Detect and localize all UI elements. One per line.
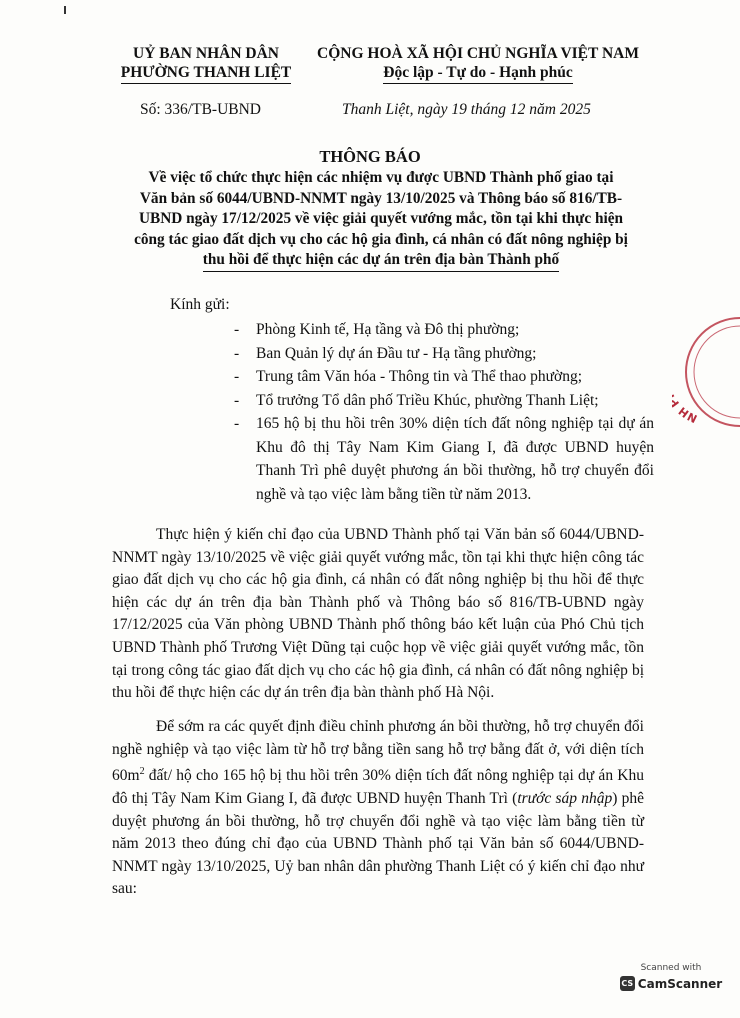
body-paragraph-2 — [112, 716, 644, 901]
recipient-item: - Tổ trưởng Tổ dân phố Triều Khúc, phường Thanh Liệt; — [234, 389, 654, 413]
recipient-item: - Ban Quản lý dự án Đầu tư - Hạ tầng phường; — [234, 342, 654, 366]
recipient-item: - Trung tâm Văn hóa - Thông tin và Thể thao phường; — [234, 365, 654, 389]
camscanner-name: CamScanner — [637, 976, 723, 991]
recipient-item: - 165 hộ bị thu hồi trên 30% diện tích đất nông nghiệp tại dự án Khu đô thị Tây Nam Kim Giang I, đã được UBND huyện Thanh Trì phê duyệt phương án bồi thường, hỗ trợ chuyển đổi nghề và tạo việc làm bằng tiền từ năm 2013. — [234, 412, 654, 506]
body-paragraph-1: Thực hiện ý kiến chỉ đạo của UBND Thành phố tại Văn bản số 6044/UBND-NNMT ngày 13/10/2025 về việc giải quyết vướng mắc, tồn tại khi thực hiện công tác giao đất dịch vụ cho các hộ gia đình, cá nhân có đất nông nghiệp bị thu hồi để thực hiện các dự án trên địa bàn Thành phố và Thông báo số 816/TB-UBND ngày 17/12/2025 của Văn phòng UBND Thành phố thông báo kết luận của Phó Chủ tịch UBND Thành phố Trương Việt Dũng tại cuộc họp về việc giải quyết vướng mắc, tồn tại trong công tác giao đất dịch vụ cho các hộ gia đình, cá nhân có đất nông nghiệp bị thu hồi để thực hiện các dự án trên địa bàn thành phố Hà Nội. — [112, 526, 644, 702]
paragraph-text: đất/ hộ cho 165 hộ bị thu hồi trên 30% diện tích đất nông nghiệp tại dự án Khu đô thị Tây Nam Kim Giang I, đã được UBND huyện Thanh Trì ( — [112, 767, 644, 807]
subject-line: công tác giao đất dịch vụ cho các hộ gia đình, cá nhân có đất nông nghiệp bị — [134, 230, 628, 248]
seal-icon — [672, 316, 740, 436]
camscanner-watermark — [618, 962, 724, 1002]
scan-mark — [64, 6, 66, 14]
subject-line: Văn bản số 6044/UBND-NNMT ngày 13/10/2025 và Thông báo số 816/TB- — [139, 189, 623, 207]
camscanner-logo-icon: CS — [620, 976, 635, 991]
document-title: THÔNG BÁO — [319, 147, 421, 166]
motto: Độc lập - Tự do - Hạnh phúc — [383, 63, 572, 84]
authority-line-1: UỶ BAN NHÂN DÂN — [133, 45, 279, 62]
superscript: 2 — [139, 766, 145, 778]
recipient-list — [234, 318, 654, 506]
paragraph-text: ) phê duyệt phương án bồi thường, hỗ trợ chuyển đổi nghề và tạo việc làm bằng tiền từ năm 2013 theo đúng chỉ đạo của UBND Thành phố tại Văn bản số 6044/UBND-NNMT ngày 13/10/2025, Uỷ ban nhân dân phường Thanh Liệt có ý kiến chỉ đạo như sau: — [112, 789, 644, 898]
recipient-item: - Phòng Kinh tế, Hạ tầng và Đô thị phường; — [234, 318, 654, 342]
authority-line-2: PHƯỜNG THANH LIỆT — [121, 63, 292, 84]
paragraph-text: Để sớm ra các quyết định điều chỉnh phương án bồi thường, hỗ trợ chuyển đổi nghề nghiệp và tạo việc làm từ hỗ trợ bằng tiền sang hỗ trợ bằng đất ở, với diện tích 60m — [112, 718, 644, 785]
seal-text: NH — [676, 404, 700, 426]
national-motto — [308, 44, 648, 84]
place-and-date: Thanh Liệt, ngày 19 tháng 12 năm 2025 — [342, 101, 591, 118]
salutation: Kính gửi: — [170, 296, 230, 313]
issuing-authority — [106, 44, 306, 84]
italic-note: trước sáp nhập — [517, 789, 613, 807]
document-number: Số: 336/TB-UBND — [140, 101, 261, 118]
camscanner-brand — [618, 976, 724, 991]
nation-name: CỘNG HOÀ XÃ HỘI CHỦ NGHĨA VIỆT NAM — [317, 45, 639, 62]
document-subject — [116, 168, 646, 272]
subject-line: thu hồi để thực hiện các dự án trên địa bàn Thành phố — [203, 250, 559, 272]
subject-line: UBND ngày 17/12/2025 về việc giải quyết vướng mắc, tồn tại khi thực hiện — [138, 210, 624, 227]
official-seal — [672, 316, 740, 436]
scanned-with-label: Scanned with — [640, 963, 702, 973]
subject-line: Về việc tổ chức thực hiện các nhiệm vụ được UBND Thành phố giao tại — [148, 169, 614, 186]
